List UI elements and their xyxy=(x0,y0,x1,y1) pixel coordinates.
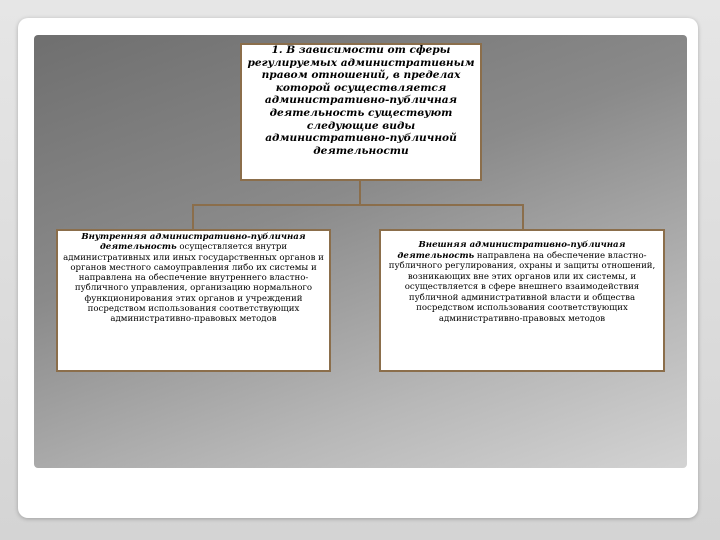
root-box xyxy=(240,43,482,181)
internal-activity-title: Внутренняя административно-публичная деятельность xyxy=(81,232,306,253)
internal-activity-body: осуществляется внутри административных или иных государственных органов и органов местного самоуправления либо их системы и направлена на обеспечение внутреннего властно-публичного управления, организацию нормального функционирования этих органов и учреждений посредством использования соответствующих административно-правовых методов xyxy=(63,242,324,325)
external-activity-title: Внешняя административно-публичная деятельность xyxy=(397,240,626,261)
connector-left xyxy=(192,204,194,230)
external-activity-body: направлена на обеспечение властно-публичного регулирования, охраны и защиты отношений, возникающих вне этих органов или их системы, и осуществляется в сфере внешнего взаимодействия публичной административной власти и общества посредством использования соответствующих административно-правовых методов xyxy=(388,250,656,324)
connector-bar xyxy=(192,204,524,206)
root-box-text: 1. В зависимости от сферы регулируемых административным правом отношений, в пределах которой осуществляется административно-публичная деятельность существуют следующие виды административно-публичной деятельности xyxy=(247,44,475,157)
internal-activity-box xyxy=(56,229,331,372)
connector-stem xyxy=(359,181,361,205)
connector-right xyxy=(522,204,524,230)
external-activity-box xyxy=(379,229,665,372)
